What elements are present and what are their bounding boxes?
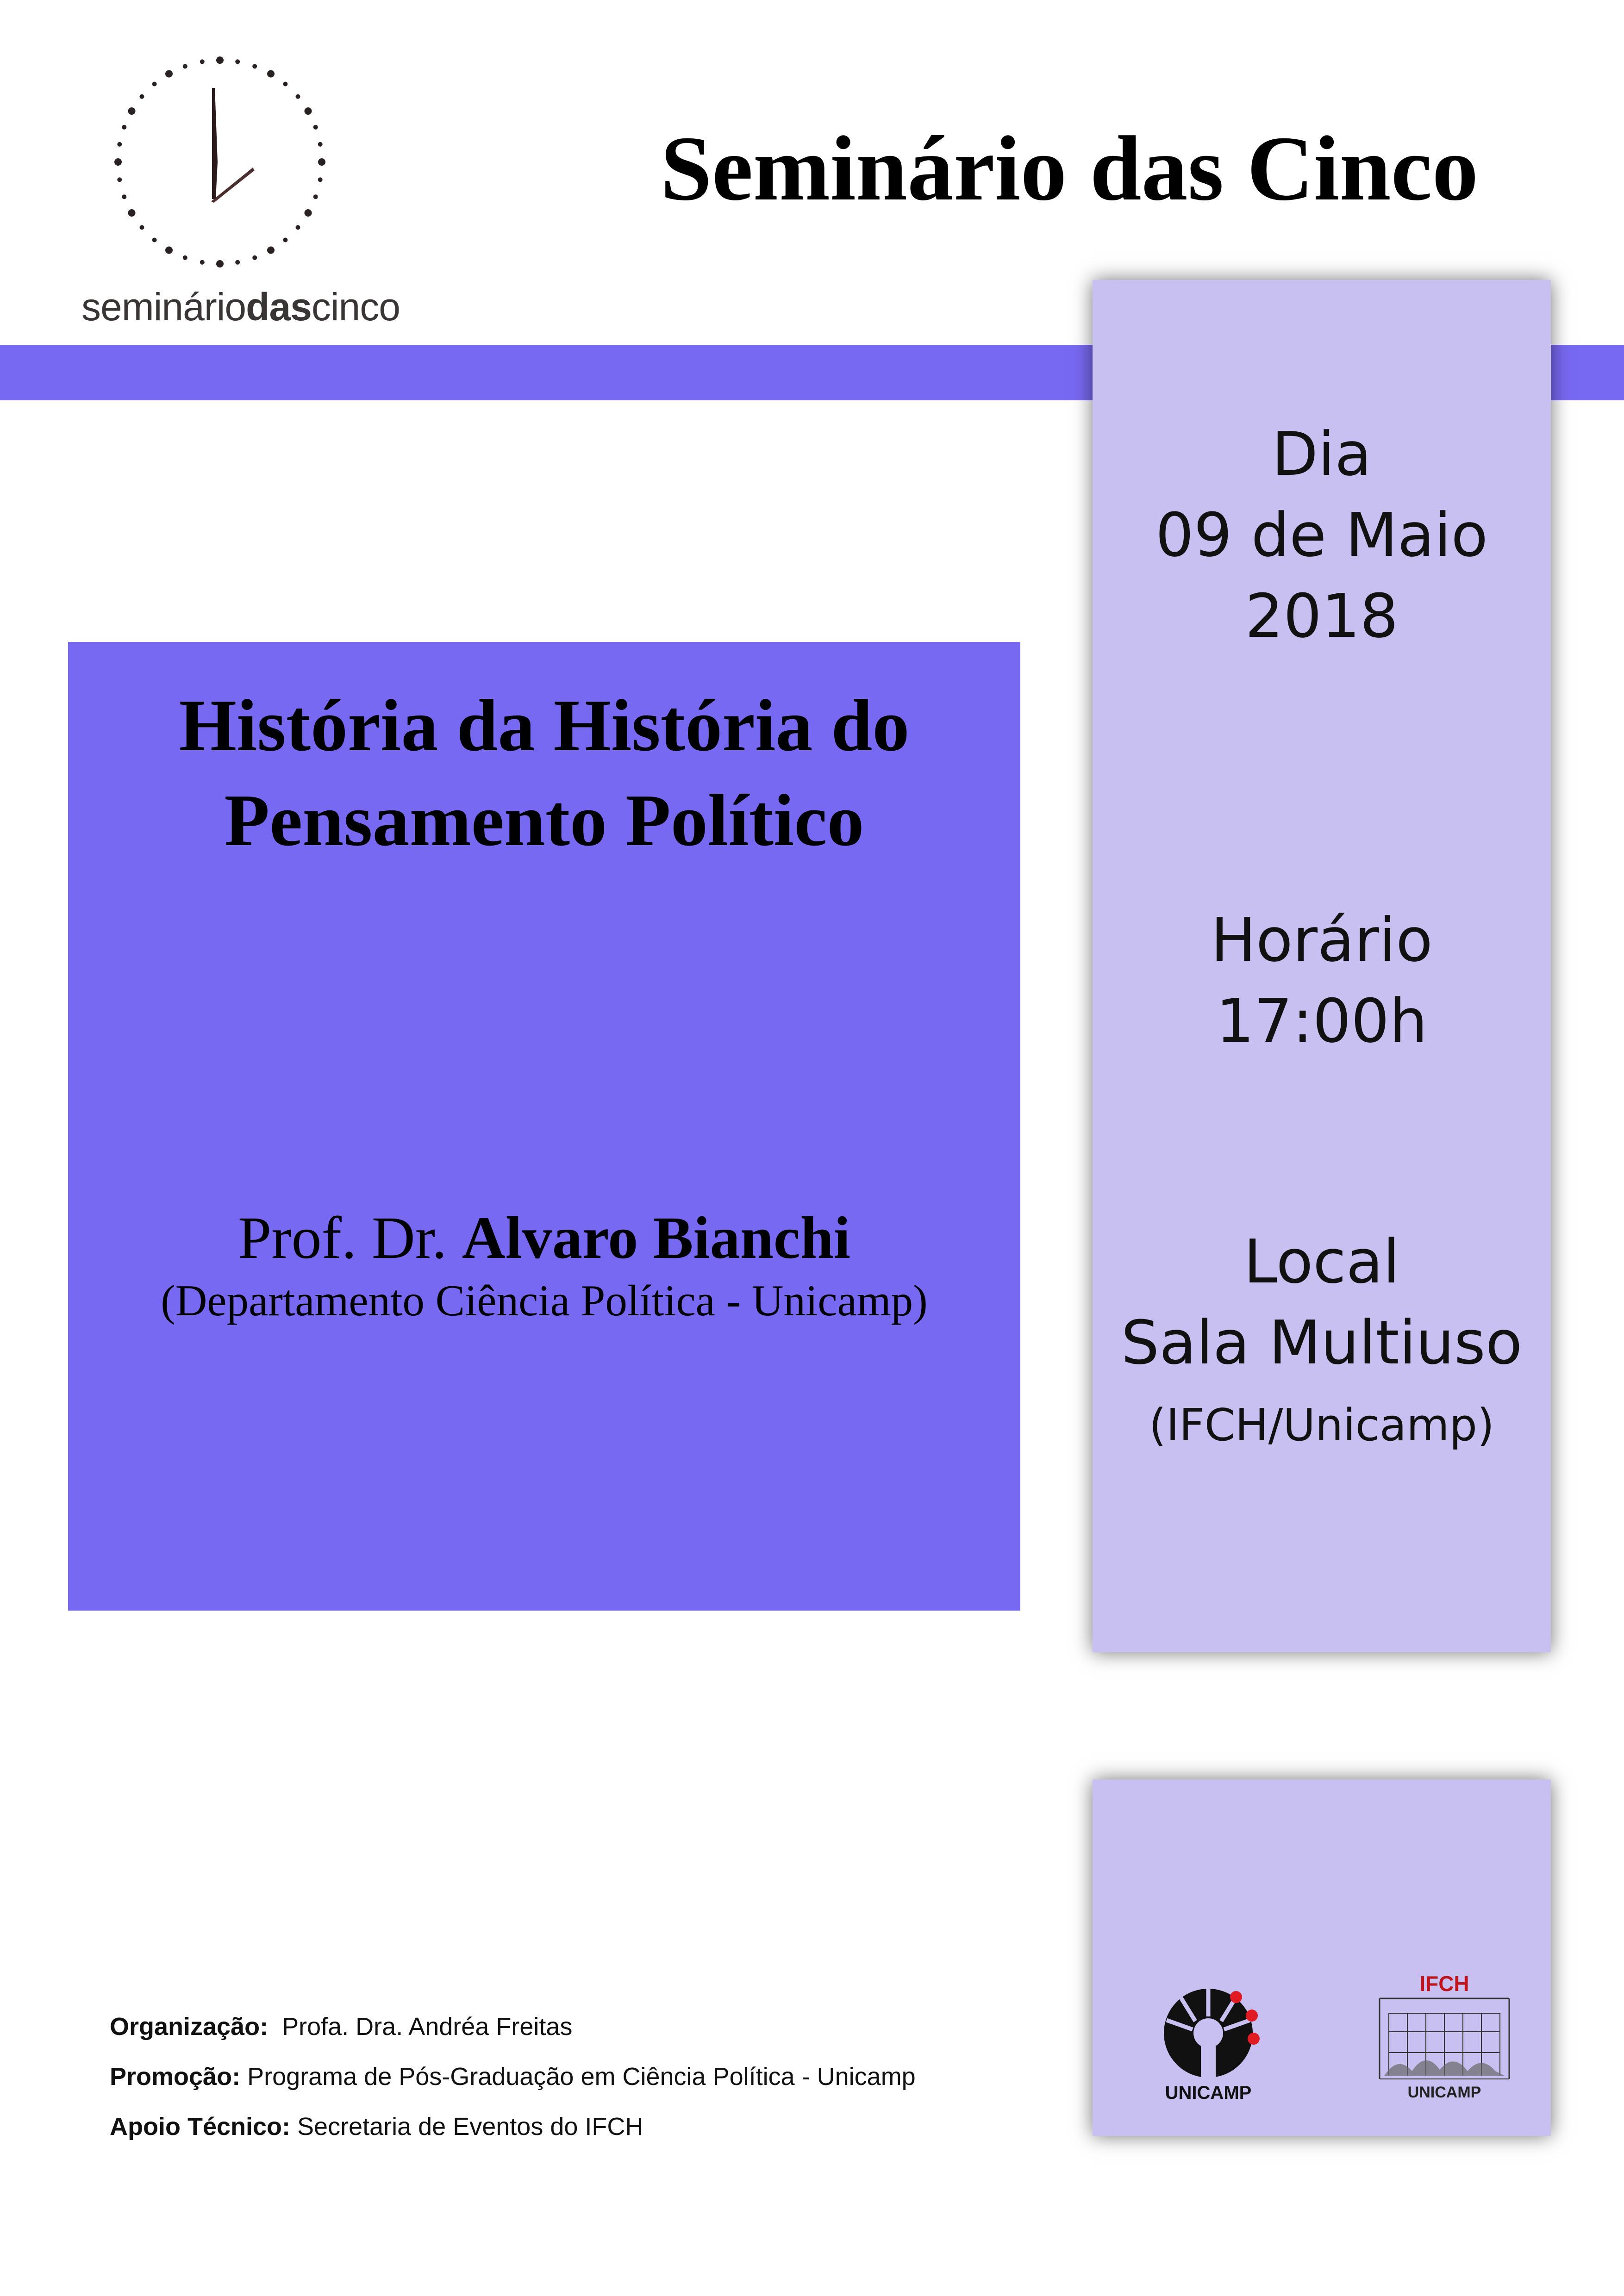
clock-dot [305, 107, 312, 115]
credit-promotion: Promoção: Programa de Pós-Graduação em Ciência Política - Unicamp [110, 2063, 916, 2091]
clock-dot [283, 82, 287, 87]
clock-dot [318, 177, 323, 182]
unicamp-label: UNICAMP [1165, 2083, 1252, 2103]
clock-dot [152, 238, 157, 243]
ifch-unicamp-label: UNICAMP [1407, 2084, 1481, 2101]
clock-dot [235, 59, 240, 64]
clock-dot [252, 255, 257, 260]
clock-dot [305, 209, 312, 217]
clock-minute-hand [212, 88, 218, 199]
credit-organization: Organização: Profa. Dra. Andréa Freitas [110, 2013, 573, 2041]
speaker [68, 1203, 1020, 1273]
clock-dot [165, 247, 173, 254]
place-label: Local [1243, 1226, 1400, 1297]
speaker-prefix: Prof. Dr. [238, 1205, 447, 1271]
clock-dot [318, 142, 323, 147]
clock-dot [313, 194, 318, 199]
clock-dot [216, 56, 224, 64]
credit-support: Apoio Técnico: Secretaria de Eventos do IFCH [110, 2113, 643, 2140]
lecture-title-line2: Pensamento Político [224, 779, 864, 861]
clock-dot [183, 64, 187, 68]
ifch-label: IFCH [1419, 1972, 1469, 1996]
place-room: Sala Multiuso [1121, 1307, 1523, 1378]
clock-hour-hand [211, 168, 255, 203]
date-day: 09 de Maio [1155, 500, 1488, 570]
clock-dot [318, 158, 325, 166]
lecture-title [68, 678, 1020, 868]
clock-dot [200, 59, 205, 64]
clock-dot [152, 82, 157, 87]
clock-dot [128, 209, 136, 217]
clock-dot [267, 70, 275, 78]
clock-dot [283, 238, 287, 243]
ifch-logo [1370, 1972, 1518, 2103]
clock-dot [296, 94, 300, 99]
clock-icon [111, 51, 329, 273]
clock-dot [235, 260, 240, 265]
clock-dot [117, 177, 122, 182]
clock-dot [122, 125, 126, 130]
clock-dot [252, 64, 257, 68]
lecture-title-line1: História da História do [179, 684, 910, 766]
clock-dot [165, 70, 173, 78]
clock-dot [313, 125, 318, 130]
place-institution: (IFCH/Unicamp) [1149, 1400, 1494, 1451]
clock-dot [183, 255, 187, 260]
clock-dot [200, 260, 205, 265]
speaker-affiliation: (Departamento Ciência Política - Unicamp) [161, 1276, 928, 1325]
clock-dot [140, 94, 144, 99]
logo-wordmark: semináriodascinco [81, 285, 400, 329]
clock-dot [114, 158, 122, 166]
date-year: 2018 [1245, 581, 1399, 651]
time-label: Horário [1211, 905, 1433, 975]
clock-dot [296, 225, 300, 230]
clock-dot [267, 247, 275, 254]
clock-dot [122, 194, 126, 199]
clock-dot [117, 142, 122, 147]
speaker-name: Alvaro Bianchi [462, 1205, 850, 1271]
clock-dot [128, 107, 136, 115]
unicamp-logo [1153, 1983, 1282, 2103]
clock-dot [140, 225, 144, 230]
time-value: 17:00h [1216, 986, 1428, 1056]
date-label: Dia [1272, 419, 1372, 489]
clock-dot [216, 260, 224, 268]
page-title: Seminário das Cinco [660, 118, 1479, 220]
